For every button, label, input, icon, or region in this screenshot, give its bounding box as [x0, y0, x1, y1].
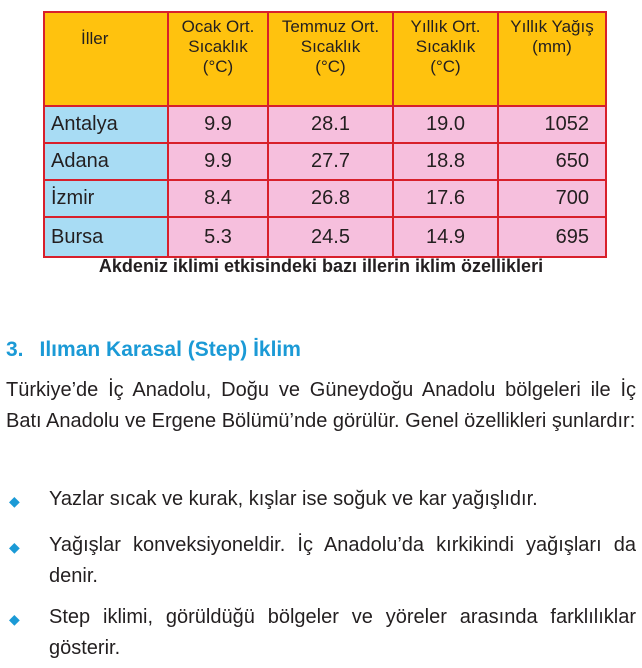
- section-title: Ilıman Karasal (Step) İklim: [39, 338, 301, 361]
- annual-rain-cell: 650: [498, 143, 606, 180]
- section-number: 3.: [6, 338, 24, 361]
- header-annual-temp: Yıllık Ort. Sıcaklık (°C): [393, 12, 498, 106]
- section-paragraph: Türkiye’de İç Anadolu, Doğu ve Güneydoğu Anadolu bölgeleri ile İç Batı Anadolu ve Ergene Bölümü’nde görülür. Genel özellikleri şunlardır:: [6, 379, 636, 432]
- jul-temp-cell: 28.1: [268, 106, 393, 143]
- header-jul-temp: Temmuz Ort. Sıcaklık (°C): [268, 12, 393, 106]
- annual-rain-cell: 700: [498, 180, 606, 217]
- table-row: [44, 180, 606, 217]
- table-row: [44, 143, 606, 180]
- table-row: [44, 106, 606, 143]
- climate-table: [43, 11, 607, 258]
- table-caption: Akdeniz iklimi etkisindeki bazı illerin iklim özellikleri: [98, 256, 544, 276]
- list-item: [6, 530, 636, 592]
- list-item: [6, 602, 636, 664]
- annual-temp-cell: 17.6: [393, 180, 498, 217]
- jan-temp-cell: 9.9: [168, 143, 268, 180]
- section-heading: [6, 338, 301, 362]
- header-cities: İller: [44, 12, 168, 106]
- list-item: [6, 484, 636, 515]
- jul-temp-cell: 24.5: [268, 217, 393, 257]
- annual-temp-cell: 19.0: [393, 106, 498, 143]
- annual-rain-cell: 695: [498, 217, 606, 257]
- header-jan-temp: Ocak Ort. Sıcaklık (°C): [168, 12, 268, 106]
- annual-temp-cell: 18.8: [393, 143, 498, 180]
- city-cell: İzmir: [44, 180, 168, 217]
- city-cell: Bursa: [44, 217, 168, 257]
- diamond-bullet-icon: ◆: [9, 539, 20, 555]
- jan-temp-cell: 9.9: [168, 106, 268, 143]
- list-item-text: Step iklimi, görüldüğü bölgeler ve yöreler arasında farklılıklar gösterir.: [49, 606, 636, 659]
- jul-temp-cell: 26.8: [268, 180, 393, 217]
- list-item-text: Yağışlar konveksiyoneldir. İç Anadolu’da kırkikindi yağışları da denir.: [49, 534, 636, 587]
- city-cell: Adana: [44, 143, 168, 180]
- diamond-bullet-icon: ◆: [9, 493, 20, 509]
- diamond-bullet-icon: ◆: [9, 611, 20, 627]
- table-row: [44, 217, 606, 257]
- annual-rain-cell: 1052: [498, 106, 606, 143]
- annual-temp-cell: 14.9: [393, 217, 498, 257]
- header-annual-rain: Yıllık Yağış (mm): [498, 12, 606, 106]
- list-item-text: Yazlar sıcak ve kurak, kışlar ise soğuk ve kar yağışlıdır.: [49, 488, 538, 510]
- city-cell: Antalya: [44, 106, 168, 143]
- jul-temp-cell: 27.7: [268, 143, 393, 180]
- table-header-row: [44, 12, 606, 106]
- jan-temp-cell: 5.3: [168, 217, 268, 257]
- jan-temp-cell: 8.4: [168, 180, 268, 217]
